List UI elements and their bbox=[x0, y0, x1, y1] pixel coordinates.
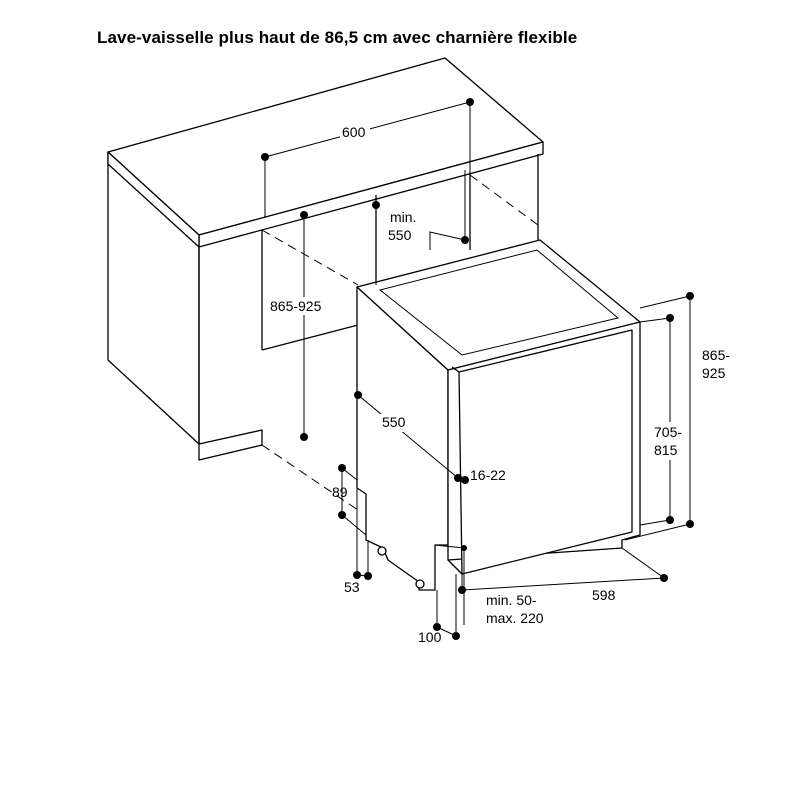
label-height-right-line2: 925 bbox=[702, 365, 726, 381]
label-niche-height: 865-925 bbox=[270, 298, 322, 314]
label-depth-min-line2: 550 bbox=[388, 227, 412, 243]
label-niche-width: 600 bbox=[342, 124, 366, 140]
label-plinth-height-line1: min. 50- bbox=[486, 592, 537, 608]
label-appliance-depth: 550 bbox=[382, 414, 406, 430]
label-appliance-width: 598 bbox=[592, 587, 616, 603]
diagram-title: Lave-vaisselle plus haut de 86,5 cm avec charnière flexible bbox=[97, 28, 578, 47]
label-hinge-gap: 16-22 bbox=[470, 467, 506, 483]
label-plinth-89: 89 bbox=[332, 484, 348, 500]
label-plinth-100: 100 bbox=[418, 629, 442, 645]
label-door-height-line2: 815 bbox=[654, 442, 678, 458]
dishwasher-door bbox=[459, 330, 632, 574]
label-depth-min-line1: min. bbox=[390, 209, 417, 225]
label-door-height-line1: 705- bbox=[654, 424, 683, 440]
label-height-right-line1: 865- bbox=[702, 347, 731, 363]
label-plinth-height-line2: max. 220 bbox=[486, 610, 544, 626]
label-plinth-53: 53 bbox=[344, 579, 360, 595]
cabinet-foot bbox=[199, 430, 262, 460]
